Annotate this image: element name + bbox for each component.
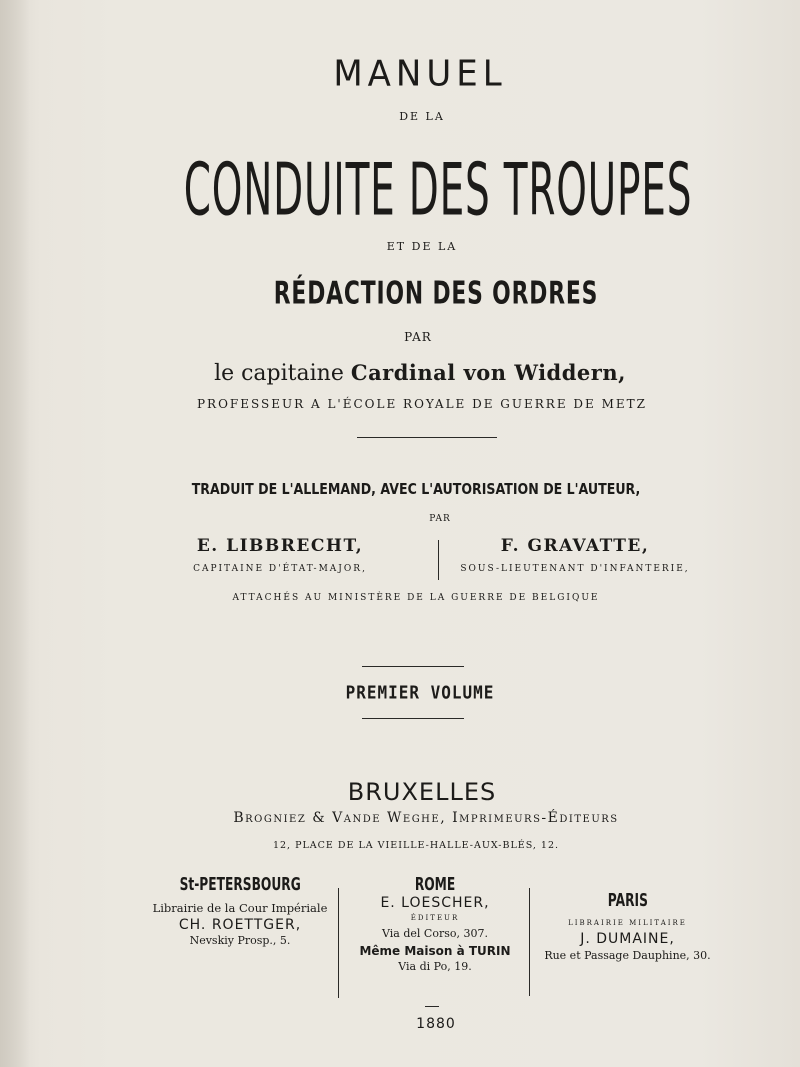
branch-line: LIBRAIRIE MILITAIRE xyxy=(568,919,687,927)
branch-line: E. LOESCHER, xyxy=(380,895,490,911)
branch-line: Même Maison à TURIN xyxy=(359,944,511,958)
translator-right xyxy=(450,536,700,574)
publication-year: 1880 xyxy=(416,1016,456,1032)
translation-note: TRADUIT DE L'ALLEMAND, AVEC L'AUTORISATION DE L'AUTEUR, xyxy=(191,481,641,499)
branch-paris xyxy=(535,875,720,962)
book-gutter-shadow xyxy=(0,0,30,1067)
divider-rule xyxy=(362,666,464,667)
divider-rule xyxy=(362,718,464,719)
imprint-publisher: Brogniez & Vande Weghe, Imprimeurs-Éditeurs xyxy=(233,810,619,826)
author-title: PROFESSEUR A L'ÉCOLE ROYALE DE GUERRE DE METZ xyxy=(196,397,647,411)
branch-line: CH. ROETTGER, xyxy=(178,917,302,933)
subtitle-et-de-la: ET DE LA xyxy=(386,240,458,253)
title-conduite-des-troupes: CONDUITE DES TROUPES xyxy=(183,148,693,233)
translator-rank: SOUS-LIEUTENANT D'INFANTERIE, xyxy=(460,564,690,574)
column-divider xyxy=(338,888,339,998)
branch-line: Via di Po, 19. xyxy=(398,960,472,973)
branch-line: J. DUMAINE, xyxy=(580,931,675,947)
author-name: Cardinal von Widdern, xyxy=(350,360,626,385)
branch-line: ÉDITEUR xyxy=(410,914,460,922)
translator-name: E. LIBBRECHT, xyxy=(196,536,364,556)
title-manuel: MANUEL xyxy=(333,53,507,95)
translator-left xyxy=(150,536,410,574)
author-prefix: le capitaine xyxy=(214,361,344,386)
subtitle-de-la: DE LA xyxy=(399,110,445,123)
par-label-2: PAR xyxy=(429,514,451,524)
branch-city: St-PETERSBOURG xyxy=(179,874,301,896)
branch-line: Librairie de la Cour Impériale xyxy=(152,901,328,915)
branch-line: Rue et Passage Dauphine, 30. xyxy=(544,949,711,962)
volume-label: PREMIER VOLUME xyxy=(345,682,495,703)
year-rule xyxy=(425,1006,439,1007)
imprint-city: BRUXELLES xyxy=(347,778,497,806)
branch-city: PARIS xyxy=(607,890,648,912)
par-label: PAR xyxy=(404,330,432,344)
column-divider xyxy=(529,888,530,996)
divider-rule xyxy=(357,437,497,438)
translators-affiliation: ATTACHÉS AU MINISTÈRE DE LA GUERRE DE BELGIQUE xyxy=(232,593,600,603)
branch-rome xyxy=(345,875,525,973)
translator-name: F. GRAVATTE, xyxy=(500,536,650,556)
translator-rank: CAPITAINE D'ÉTAT-MAJOR, xyxy=(193,564,367,574)
branch-st-petersbourg xyxy=(150,875,330,947)
title-redaction-des-ordres: RÉDACTION DES ORDRES xyxy=(273,276,599,312)
branch-line: Via del Corso, 307. xyxy=(382,927,488,940)
branch-line: Nevskiy Prosp., 5. xyxy=(189,934,291,947)
imprint-address: 12, PLACE DE LA VIEILLE-HALLE-AUX-BLÉS, 12. xyxy=(272,840,560,851)
branch-city: ROME xyxy=(414,874,456,896)
author-line xyxy=(20,360,800,386)
translator-divider xyxy=(438,540,439,580)
